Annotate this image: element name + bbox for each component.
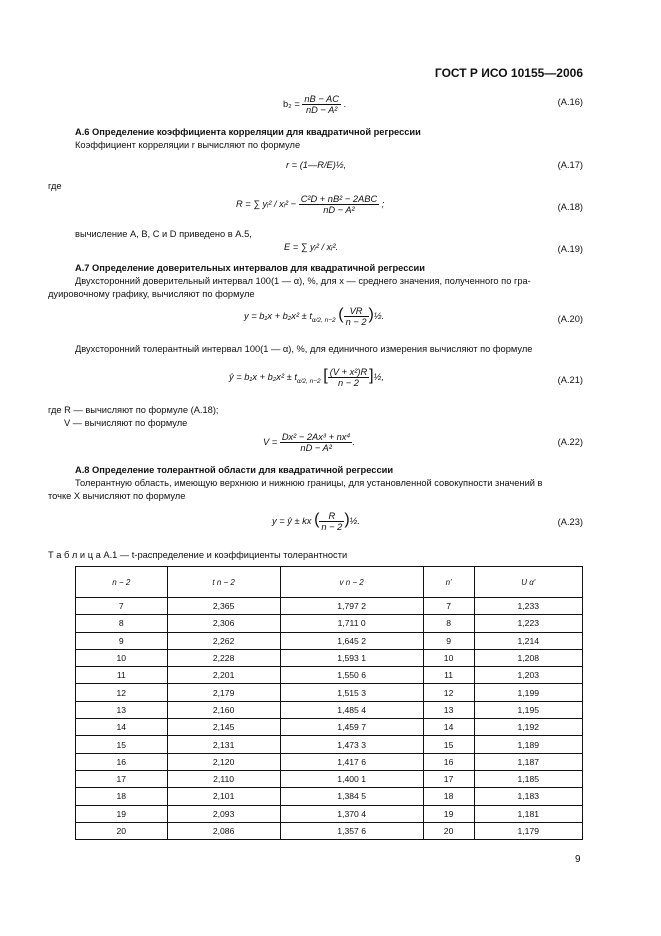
formula-a18-lhs: R = ∑ yᵢ² / xᵢ² −: [236, 198, 297, 209]
formula-a21-inner-denominator: n − 2: [328, 377, 369, 388]
table-cell: 2,093: [167, 805, 280, 822]
table-row: [76, 822, 583, 839]
formula-a16-tail: .: [343, 98, 347, 109]
formula-a20-lhs: y = b₁x + b₂x² ± t: [244, 311, 312, 321]
table-cell: 1,593 1: [280, 649, 423, 666]
table-cell: 16: [423, 753, 474, 770]
formula-a23-inner-denominator: n − 2: [321, 522, 343, 533]
table-cell: 2,365: [167, 598, 280, 615]
table-row: [76, 788, 583, 805]
table-cell: 10: [423, 649, 474, 666]
table-cell: 10: [76, 649, 168, 666]
col-header-v: v n − 2: [280, 567, 423, 598]
table-cell: 17: [423, 770, 474, 787]
table-cell: 17: [76, 770, 168, 787]
page-number: 9: [575, 854, 581, 865]
formula-a17: r = (1—R/E)½,: [286, 160, 347, 170]
table-cell: 2,306: [167, 615, 280, 632]
formula-a18-denominator: nD − A²: [299, 204, 379, 215]
table-cell: 1,203: [474, 667, 582, 684]
table-cell: 2,101: [167, 788, 280, 805]
table-cell: 1,187: [474, 753, 582, 770]
formula-a20: $y = b_1x + b_2x^2 \pm t_{\alpha/2, n-2}$ ( $\frac{VR}{n - 2}$ )½.: [244, 306, 385, 328]
eq-number-a18: (A.18): [557, 202, 583, 212]
eq-number-a22: (A.22): [557, 437, 583, 447]
table-cell: 1,384 5: [280, 788, 423, 805]
formula-a22-numerator: Dx² − 2Ax³ + nx⁴: [281, 432, 351, 442]
col-header-n-prime: n': [423, 567, 474, 598]
a6-intro-line: Коэффициент корреляции r вычисляют по формуле: [75, 140, 301, 150]
section-heading-a7: А.7 Определение доверительных интервалов для квадратичной регрессии: [75, 263, 425, 273]
table-row: [76, 701, 583, 718]
table-cell: 1,183: [474, 788, 582, 805]
formula-a21-subscript: α/2, n−2: [296, 377, 321, 385]
calc-note: вычисление A, B, C и D приведено в А.5,: [75, 229, 252, 239]
table-cell: 12: [76, 684, 168, 701]
table-cell: 1,189: [474, 736, 582, 753]
table-cell: 11: [423, 667, 474, 684]
table-cell: 13: [76, 701, 168, 718]
formula-a20-tail: ½.: [373, 311, 385, 321]
table-row: [76, 719, 583, 736]
formula-a18-numerator: C²D + nB² − 2ABC: [300, 194, 378, 204]
table-header-row: [76, 567, 583, 598]
table-cell: 1,645 2: [280, 632, 423, 649]
table-cell: 1,357 6: [280, 822, 423, 839]
tolerance-table: [75, 566, 583, 840]
table-cell: 2,120: [167, 753, 280, 770]
table-cell: 14: [76, 719, 168, 736]
table-cell: 8: [423, 615, 474, 632]
table-cell: 19: [423, 805, 474, 822]
table-cell: 1,179: [474, 822, 582, 839]
document-id: ГОСТ Р ИСО 10155—2006: [434, 66, 583, 80]
section-heading-a8: А.8 Определение толерантной области для квадратичной регрессии: [75, 465, 394, 475]
formula-a16: [283, 94, 346, 115]
table-cell: 7: [423, 598, 474, 615]
formula-a20-inner-numerator: VR: [349, 306, 363, 317]
where-r-line: где R — вычисляют по формуле (А.18);: [48, 405, 219, 415]
formula-a21: ŷ = $b_1x + b_2x^2 \pm t_{\alpha/2, n-2}$ [ $\frac{\text{(V + x²)R}}{n - 2}$ ]½,: [229, 367, 384, 389]
table-cell: 1,797 2: [280, 598, 423, 615]
table-row: [76, 667, 583, 684]
table-cell: 1,473 3: [280, 736, 423, 753]
table-cell: 1,181: [474, 805, 582, 822]
where-label: где: [48, 181, 62, 191]
eq-number-a17: (A.17): [557, 160, 583, 170]
table-row: [76, 753, 583, 770]
table-cell: 14: [423, 719, 474, 736]
table-cell: 1,400 1: [280, 770, 423, 787]
table-row: [76, 615, 583, 632]
a7-para1-line1: Двухсторонний доверительный интервал 100(1 — α), %, для x — среднего значения, полученного по гра-: [75, 276, 531, 286]
table-cell: 1,192: [474, 719, 582, 736]
a8-para-line1: Толерантную область, имеющую верхнюю и нижнюю границы, для установленной совокупности значений в: [75, 478, 543, 488]
table-cell: 20: [423, 822, 474, 839]
table-cell: 1,214: [474, 632, 582, 649]
eq-number-a19: (A.19): [557, 244, 583, 254]
table-cell: 15: [423, 736, 474, 753]
table-cell: 18: [76, 788, 168, 805]
table-cell: 2,262: [167, 632, 280, 649]
table-cell: 2,201: [167, 667, 280, 684]
table-cell: 9: [423, 632, 474, 649]
section-heading-a6: А.6 Определение коэффициента корреляции для квадратичной регрессии: [75, 127, 421, 137]
formula-a18: [236, 194, 384, 215]
table-cell: 1,370 4: [280, 805, 423, 822]
formula-a20-inner-denominator: n − 2: [345, 317, 367, 328]
table-row: [76, 684, 583, 701]
table-cell: 1,417 6: [280, 753, 423, 770]
eq-number-a20: (A.20): [557, 314, 583, 324]
col-header-u: U α': [474, 567, 582, 598]
formula-a18-tail: ;: [381, 198, 385, 209]
formula-a23: y = ŷ ± kx ( $\frac{R}{n - 2}$ )½.: [272, 511, 360, 533]
table-cell: 18: [423, 788, 474, 805]
table-cell: 8: [76, 615, 168, 632]
table-row: [76, 736, 583, 753]
formula-a22: [263, 432, 355, 453]
table-cell: 2,160: [167, 701, 280, 718]
formula-a20-subscript: α/2, n−2: [311, 316, 336, 324]
eq-number-a23: (A.23): [557, 517, 583, 527]
table-row: [76, 770, 583, 787]
table-cell: 1,515 3: [280, 684, 423, 701]
table-cell: 1,459 7: [280, 719, 423, 736]
a8-para-line2: точке X вычисляют по формуле: [48, 491, 186, 501]
table-cell: 11: [76, 667, 168, 684]
eq-number-a21: (A.21): [557, 375, 583, 385]
table-cell: 1,223: [474, 615, 582, 632]
table-cell: 19: [76, 805, 168, 822]
table-cell: 1,195: [474, 701, 582, 718]
formula-a21-inner-numerator: (V + x²)R: [329, 367, 368, 378]
table-cell: 2,179: [167, 684, 280, 701]
formula-a16-numerator: nB − AC: [304, 94, 339, 104]
table-cell: 15: [76, 736, 168, 753]
eq-number-a16: (A.16): [557, 97, 583, 107]
table-cell: 1,485 4: [280, 701, 423, 718]
table-row: [76, 649, 583, 666]
table-cell: 1,199: [474, 684, 582, 701]
formula-a16-denominator: nD − A²: [302, 104, 341, 115]
table-cell: 1,550 6: [280, 667, 423, 684]
col-header-t: t n − 2: [167, 567, 280, 598]
formula-a22-lhs: V =: [263, 436, 278, 447]
formula-a23-inner-numerator: R: [328, 511, 336, 522]
table-cell: 20: [76, 822, 168, 839]
table-row: [76, 805, 583, 822]
table-cell: 16: [76, 753, 168, 770]
table-cell: 9: [76, 632, 168, 649]
table-row: [76, 598, 583, 615]
formula-a19: E = ∑ yᵢ² / xᵢ².: [284, 242, 339, 252]
table-cell: 2,228: [167, 649, 280, 666]
table-cell: 7: [76, 598, 168, 615]
formula-a22-tail: .: [352, 436, 356, 447]
a7-para2: Двухсторонний толерантный интервал 100(1 — α), %, для единичного измерения вычисляют по формуле: [75, 344, 533, 354]
formula-a23-tail: ½.: [349, 516, 360, 526]
formula-a21-tail: ½,: [373, 372, 384, 382]
table-cell: 1,711 0: [280, 615, 423, 632]
a7-para1-line2: дуировочному графику, вычисляют по формуле: [48, 289, 255, 299]
formula-a21-lhs: ŷ = b₁x + b₂x² ± t: [229, 372, 297, 382]
table-cell: 2,086: [167, 822, 280, 839]
where-v-line: V — вычисляют по формуле: [64, 418, 188, 428]
table-cell: 12: [423, 684, 474, 701]
col-header-n-minus-2: n − 2: [76, 567, 168, 598]
formula-a23-lhs: y = ŷ ± kx: [272, 516, 312, 526]
table-row: [76, 632, 583, 649]
table-cell: 1,208: [474, 649, 582, 666]
table-cell: 1,233: [474, 598, 582, 615]
formula-a16-lhs: b₂ =: [283, 98, 300, 109]
table-cell: 2,145: [167, 719, 280, 736]
table-cell: 13: [423, 701, 474, 718]
table-cell: 2,110: [167, 770, 280, 787]
table-caption: Т а б л и ц а А.1 — t-распределение и коэффициенты толерантности: [48, 550, 348, 560]
table-cell: 2,131: [167, 736, 280, 753]
table-cell: 1,185: [474, 770, 582, 787]
formula-a22-denominator: nD − A²: [280, 442, 353, 453]
